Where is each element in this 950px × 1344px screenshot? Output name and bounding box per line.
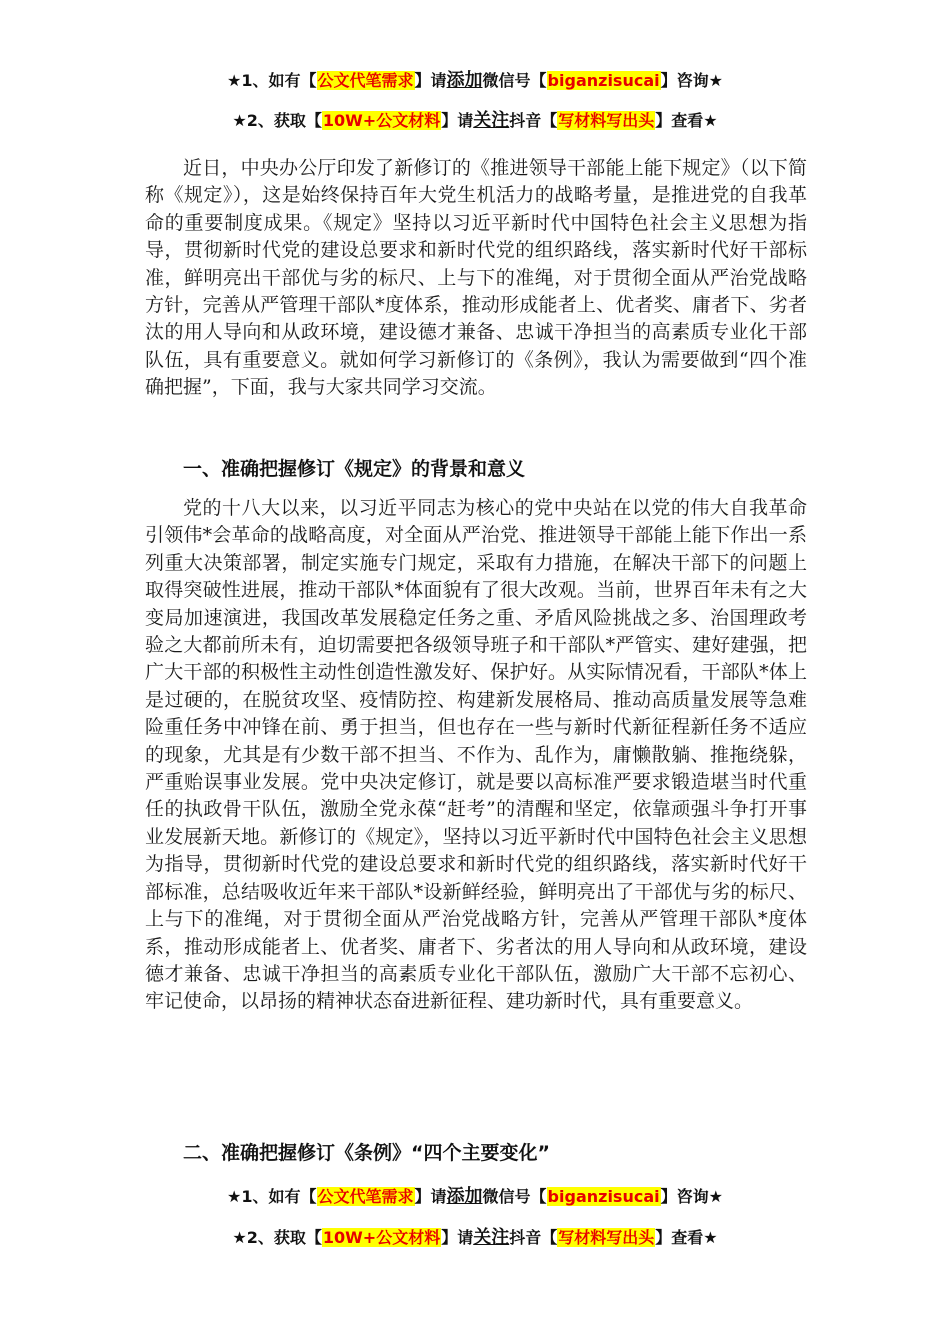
banner-suffix: 】咨询★ (660, 71, 723, 90)
banner-highlight-service: 公文代笔需求 (317, 1187, 414, 1206)
paragraph-background: 党的十八大以来，以习近平同志为核心的党中央站在以党的伟大自我革命引领伟*会革命的战略高度，对全面从严治党、推进领导干部能上能下作出一系列重大决策部署，制定实施专门规定，采取有力措施，在解决干部下的问题上取得突破性进展，推动干部队*体面貌有了很大改观。当前，世界百年未有之大变局加速演进，我国改革发展稳定任务之重、矛盾风险挑战之多、治国理政考验之大都前所未有，迫切需要把各级领导班子和干部队*严管实、建好建强，把广大干部的积极性主动性创造性激发好、保护好。从实际情况看，干部队*体上是过硬的，在脱贫攻坚、疫情防控、构建新发展格局、推动高质量发展等急难险重任务中冲锋在前、勇于担当，但也存在一些与新时代新征程新任务不适应的现象，尤其是有少数干部不担当、不作为、乱作为，庸懒散躺、推拖绕躲，严重贻误事业发展。党中央决定修订，就是要以高标准严要求锻造堪当时代重任的执政骨干队伍，激励全党永葆“赶考”的清醒和坚定，依靠顽强斗争打开事业发展新天地。新修订的《规定》，坚持以习近平新时代中国特色社会主义思想为指导，贯彻新时代党的建设总要求和新时代党的组织路线，落实新时代好干部标准，总结吸收近年来干部队*设新鲜经验，鲜明亮出了干部优与劣的标尺、上与下的准绳，对于贯彻全面从严治党战略方针，完善从严管理干部队*度体系，推动形成能者上、优者奖、庸者下、劣者汰的用人导向和从政环境，建设德才兼备、忠诚干净担当的高素质专业化干部队伍，激励广大干部不忘初心、牢记使命，以昂扬的精神状态奋进新征程、建功新时代，具有重要意义。 (145, 497, 807, 1013)
promo-banner-wechat-bottom (0, 1186, 950, 1208)
promo-banner-wechat-top (0, 70, 950, 92)
banner-suffix: 】查看★ (655, 111, 718, 130)
banner-highlight-douyin-id: 写材料写出头 (558, 111, 655, 130)
banner-highlight-wechat-id: biganzisucai (547, 1187, 660, 1206)
banner-highlight-service: 公文代笔需求 (317, 71, 414, 90)
banner-underlined-word: 添加 (446, 1186, 483, 1207)
promo-banner-douyin-top (0, 110, 950, 132)
banner-text: 抖音【 (509, 1228, 558, 1247)
banner-underlined-word: 关注 (473, 1227, 510, 1248)
banner-underlined-word: 添加 (446, 70, 483, 91)
banner-highlight-materials: 10W+公文材料 (322, 111, 441, 130)
paragraph-introduction: 近日，中央办公厅印发了新修订的《推进领导干部能上能下规定》（以下简称《规定》），这是始终保持百年大党生机活力的战略考量，是推进党的自我革命的重要制度成果。《规定》坚持以习近平新时代中国特色社会主义思想为指导，贯彻新时代党的建设总要求和新时代党的组织路线，落实新时代好干部标准，鲜明亮出干部优与劣的标尺、上与下的准绳，对于贯彻全面从严治党战略方针，完善从严管理干部队*度体系，推动形成能者上、优者奖、庸者下、劣者汰的用人导向和从政环境，建设德才兼备、忠诚干净担当的高素质专业化干部队伍，具有重要意义。就如何学习新修订的《条例》，我认为需要做到“四个准确把握”，下面，我与大家共同学习交流。 (145, 157, 807, 399)
banner-text: 】请 (414, 71, 447, 90)
banner-text: 微信号【 (482, 71, 547, 90)
promo-banner-douyin-bottom (0, 1227, 950, 1249)
section-heading-1: 一、准确把握修订《规定》的背景和意义 (183, 458, 526, 480)
banner-underlined-word: 关注 (473, 110, 510, 131)
banner-text: 】请 (441, 1228, 474, 1247)
banner-prefix: ★1、如有【 (227, 71, 317, 90)
banner-highlight-douyin-id: 写材料写出头 (558, 1228, 655, 1247)
banner-text: 】请 (414, 1187, 447, 1206)
banner-suffix: 】查看★ (655, 1228, 718, 1247)
banner-prefix: ★2、获取【 (232, 1228, 322, 1247)
banner-highlight-materials: 10W+公文材料 (322, 1228, 441, 1247)
banner-text: 抖音【 (509, 111, 558, 130)
section-heading-2: 二、准确把握修订《条例》“四个主要变化” (183, 1142, 550, 1164)
banner-prefix: ★2、获取【 (232, 111, 322, 130)
banner-prefix: ★1、如有【 (227, 1187, 317, 1206)
banner-text: 微信号【 (482, 1187, 547, 1206)
banner-suffix: 】咨询★ (660, 1187, 723, 1206)
banner-text: 】请 (441, 111, 474, 130)
banner-highlight-wechat-id: biganzisucai (547, 71, 660, 90)
